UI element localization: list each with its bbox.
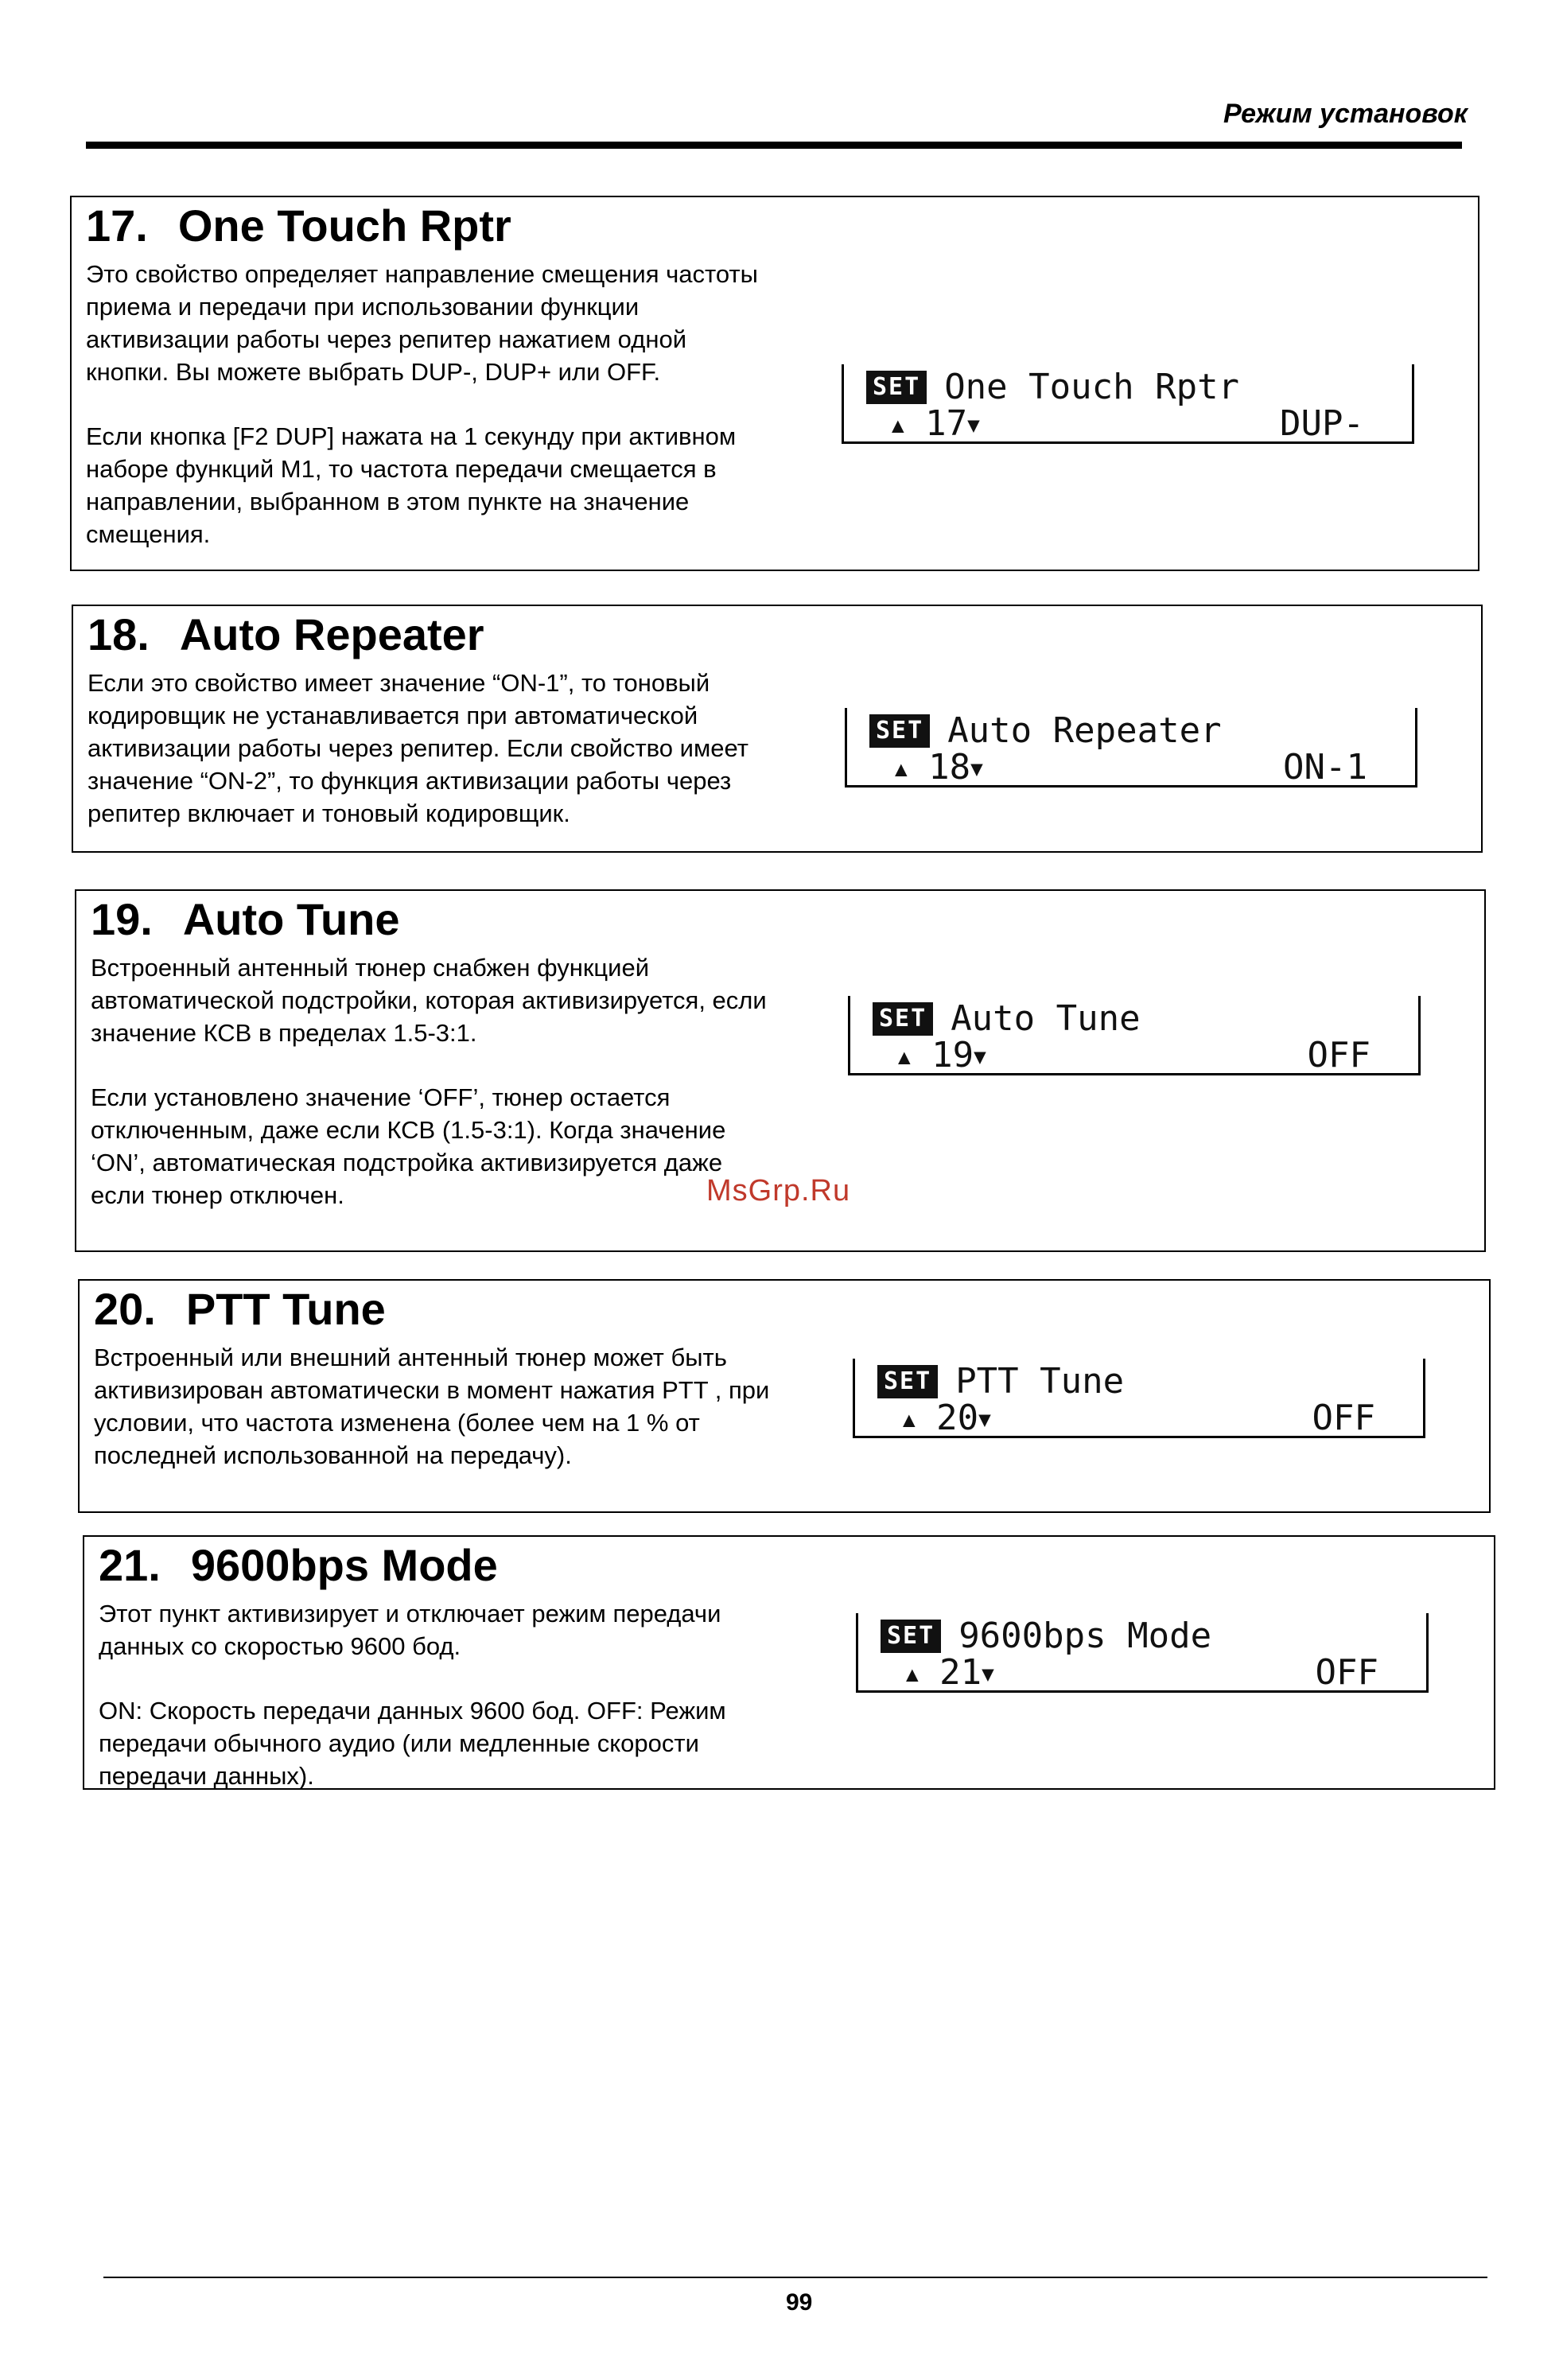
page-header-title: Режим установок — [1223, 99, 1468, 129]
paragraph: Если установлено значение ‘OFF’, тюнер остается отключенным, даже если КСВ (1.5-3:1). Когда значение ‘ON’, автоматическая подстройка активизируется даже если тюнер отключен. — [91, 1083, 726, 1209]
lcd-display — [845, 708, 1417, 788]
section-body — [86, 258, 770, 550]
lcd-item-value: OFF — [1315, 1652, 1378, 1693]
header-rule — [86, 142, 1462, 149]
set-badge: SET — [873, 1002, 933, 1036]
lcd-item-value: OFF — [1307, 1035, 1371, 1075]
section-title — [87, 609, 484, 660]
section-title — [91, 894, 400, 945]
lcd-item-name: PTT Tune — [955, 1361, 1125, 1402]
section-title — [99, 1540, 498, 1591]
down-arrow-icon: ▼ — [970, 757, 983, 781]
lcd-item-index: 21 — [939, 1652, 982, 1693]
section-body — [99, 1597, 783, 1792]
section-number: 20. — [94, 1284, 156, 1334]
section-name: 9600bps Mode — [190, 1540, 498, 1590]
up-arrow-icon: ▲ — [892, 414, 904, 438]
down-arrow-icon: ▼ — [967, 414, 980, 438]
lcd-display — [853, 1359, 1425, 1438]
lcd-item-name: 9600bps Mode — [958, 1616, 1212, 1656]
footer-rule — [103, 2277, 1487, 2278]
set-badge: SET — [866, 371, 927, 404]
lcd-display — [848, 996, 1421, 1075]
down-arrow-icon: ▼ — [974, 1045, 986, 1069]
lcd-display — [842, 364, 1414, 444]
lcd-item-value: DUP- — [1280, 403, 1364, 444]
lcd-item-name: Auto Repeater — [947, 710, 1222, 751]
set-badge: SET — [881, 1620, 941, 1653]
section-ptt-tune — [78, 1279, 1491, 1513]
section-body — [94, 1341, 778, 1472]
section-body — [91, 951, 775, 1211]
section-name: Auto Tune — [182, 894, 400, 944]
page-number: 99 — [786, 2289, 813, 2316]
section-number: 19. — [91, 894, 153, 944]
lcd-item-index: 18 — [928, 747, 971, 788]
paragraph: ON: Скорость передачи данных 9600 бод. OFF: Режим передачи обычного аудио (или медленные скорости передачи данных). — [99, 1697, 726, 1790]
up-arrow-icon: ▲ — [898, 1045, 911, 1069]
section-name: One Touch Rptr — [177, 200, 511, 251]
down-arrow-icon: ▼ — [978, 1408, 991, 1432]
section-body — [87, 667, 772, 830]
section-title — [86, 200, 511, 251]
up-arrow-icon: ▲ — [906, 1662, 919, 1686]
paragraph: Если кнопка [F2 DUP] нажата на 1 секунду при активном наборе функций M1, то частота передачи смещается в направлении, выбранном в этом пункте на значение смещения. — [86, 422, 737, 548]
set-badge: SET — [877, 1365, 938, 1398]
section-name: PTT Tune — [185, 1284, 386, 1334]
down-arrow-icon: ▼ — [982, 1662, 994, 1686]
lcd-item-value: ON-1 — [1283, 747, 1367, 788]
section-number: 18. — [87, 609, 150, 659]
section-number: 21. — [99, 1540, 161, 1590]
up-arrow-icon: ▲ — [895, 757, 908, 781]
section-auto-repeater — [72, 605, 1483, 853]
lcd-display — [856, 1613, 1429, 1693]
section-number: 17. — [86, 200, 148, 251]
lcd-item-name: Auto Tune — [951, 998, 1141, 1039]
section-title — [94, 1284, 386, 1335]
lcd-item-index: 17 — [925, 403, 968, 444]
lcd-item-index: 20 — [936, 1398, 979, 1438]
section-one-touch-rptr — [70, 196, 1479, 571]
lcd-item-index: 19 — [931, 1035, 974, 1075]
lcd-item-value: OFF — [1312, 1398, 1375, 1438]
up-arrow-icon: ▲ — [903, 1408, 916, 1432]
section-9600bps-mode — [83, 1535, 1495, 1790]
lcd-item-name: One Touch Rptr — [944, 367, 1240, 407]
paragraph: Встроенный или внешний антенный тюнер может быть активизирован автоматически в момент нажатия PTT , при условии, что частота изменена (более чем на 1 % от последней использованной на передачу). — [94, 1344, 770, 1469]
paragraph: Встроенный антенный тюнер снабжен функцией автоматической подстройки, которая активизируется, если значение КСВ в пределах 1.5-3:1. — [91, 954, 767, 1047]
paragraph: Этот пункт активизирует и отключает режим передачи данных со скоростью 9600 бод. — [99, 1600, 721, 1660]
section-name: Auto Repeater — [179, 609, 484, 659]
set-badge: SET — [869, 714, 930, 748]
paragraph: Это свойство определяет направление смещения частоты приема и передачи при использовании функции активизации работы через репитер нажатием одной кнопки. Вы можете выбрать DUP-, DUP+ или OFF. — [86, 260, 758, 386]
watermark: MsGrp.Ru — [706, 1174, 851, 1208]
paragraph: Если это свойство имеет значение “ON-1”, то тоновый кодировщик не устанавливается при автоматической активизации работы через репитер. Если свойство имеет значение “ON-2”, то функция активизации работы через репитер включает и тоновый кодировщик. — [87, 669, 748, 827]
